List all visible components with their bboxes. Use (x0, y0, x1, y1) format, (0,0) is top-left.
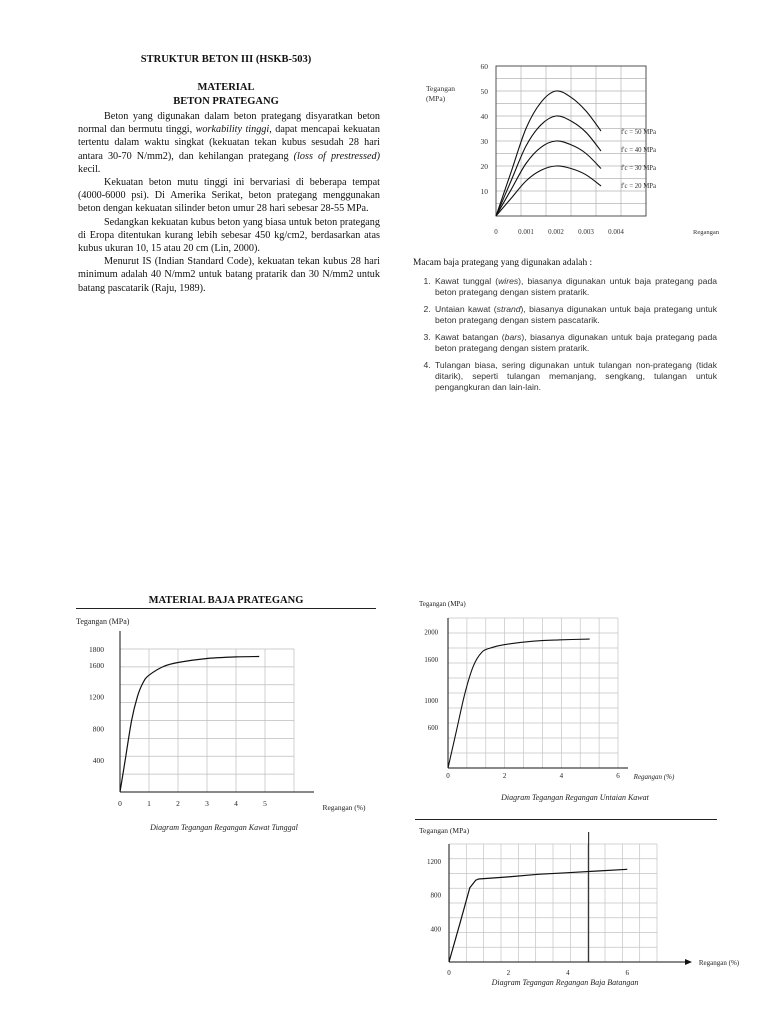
y-tick-label: 1200 (89, 692, 104, 702)
wire-chart (66, 612, 378, 842)
chart-caption: Diagram Tegangan Regangan Untaian Kawat (501, 793, 649, 802)
y-tick-label: 1200 (427, 857, 441, 866)
y-axis-label: Tegangan (MPa) (76, 617, 130, 626)
x-tick-label: 0 (118, 799, 122, 808)
paragraph-2: Kekuatan beton mutu tinggi ini bervariasi di beberapa tempat (4000-6000 psi). Di Amerika Serikat, beton prategang menggunakan beton dengan kekuatan silinder beton umur 28 hari sebesar 28-55 MPa. (78, 177, 380, 215)
y-tick-label: 60 (480, 62, 488, 71)
y-tick-label: 10 (480, 187, 488, 196)
legend-entry: f'c = 50 MPa (621, 129, 657, 136)
y-tick-label: 20 (480, 162, 488, 171)
x-tick-label: 2 (506, 969, 511, 977)
chart-caption: Diagram Tegangan Regangan Baja Batangan (491, 978, 639, 987)
x-tick-label: 0 (494, 228, 498, 236)
bar-chart (415, 822, 740, 994)
subsection-title: BETON PRATEGANG (173, 96, 279, 107)
x-axis-label: Regangan (%) (633, 773, 675, 781)
list-intro: Macam baja prategang yang digunakan adalah : (413, 258, 593, 268)
y-tick-label: 400 (92, 756, 104, 766)
list-item: 2. Untaian kawat (strand), biasanya digunakan untuk baja prategang untuk beton prategang dengan sistem pascatarik. (433, 304, 717, 326)
x-tick-label: 0.003 (578, 228, 594, 236)
paragraph-3: Sedangkan kekuatan kubus beton yang biasa untuk beton prategang di Eropa ditentukan kurang lebih sebesar 450 kg/cm2, berdasarkan atas kubus ukuran 10, 15 atau 20 cm (Lin, 2000). (78, 216, 380, 255)
list-item: 1. Kawat tunggal (wires), biasanya digunakan untuk baja prategang pada beton prategang dengan sistem pratarik. (433, 276, 717, 298)
section-divider (415, 819, 717, 820)
series-line (449, 869, 627, 962)
y-tick-label: 800 (92, 724, 104, 734)
x-tick-label: 4 (566, 969, 570, 977)
x-axis-arrowhead (685, 959, 692, 965)
paragraph-4: Menurut IS (Indian Standard Code), kekuatan tekan kubus 28 hari minimum adalah 40 N/mm2 untuk batang pratarik dan 30 N/mm2 untuk batang pascatarik (Raju, 1989). (78, 256, 380, 294)
section-divider (76, 608, 376, 609)
y-axis-label: Tegangan (MPa) (419, 600, 466, 608)
y-axis-unit: (MPa) (426, 94, 446, 103)
list-item: 3. Kawat batangan (bars), biasanya digunakan untuk baja prategang pada beton prategang dengan sistem pratarik. (433, 332, 717, 354)
y-tick-label: 1600 (424, 656, 438, 664)
x-tick-label: 6 (616, 772, 620, 780)
y-tick-label: 800 (430, 891, 441, 900)
steel-types-list (413, 258, 717, 399)
concrete-chart (410, 56, 732, 246)
y-tick-label: 1800 (89, 645, 104, 654)
x-tick-label: 6 (625, 969, 630, 977)
y-tick-label: 2000 (424, 629, 438, 637)
y-tick-label: 40 (480, 112, 488, 121)
x-axis-label: Regangan (%) (698, 959, 740, 967)
x-tick-label: 3 (205, 799, 209, 808)
y-axis-label: Tegangan (426, 84, 456, 93)
x-tick-label: 5 (263, 799, 267, 808)
paragraph-1: Beton yang digunakan dalam beton prategang disyaratkan beton normal dan bermutu tinggi, workability tinggi, dapat mencapai kekuatan tertentu dalam waktu singkat (kekuatan tekan kubus sesudah 28 hari antara 30-70 N/mm2), dan kehilangan prategang (loss of prestressed) kecil. (78, 111, 380, 175)
y-tick-label: 1000 (424, 697, 438, 705)
x-tick-label: 2 (176, 799, 180, 808)
body-text (78, 110, 380, 295)
x-tick-label: 0 (447, 969, 451, 977)
x-axis-label: Regangan (%) (322, 803, 366, 812)
series-line (448, 639, 590, 768)
x-tick-label: 4 (234, 799, 238, 808)
x-tick-label: 1 (147, 799, 151, 808)
x-tick-label: 0.004 (608, 228, 624, 236)
y-tick-label: 400 (430, 925, 441, 934)
y-tick-label: 50 (480, 87, 488, 96)
y-axis-label: Tegangan (MPa) (419, 826, 470, 835)
legend-entry: f'c = 20 MPa (621, 183, 657, 190)
series-line (120, 657, 259, 793)
x-tick-label: 0.001 (518, 228, 534, 236)
legend-entry: f'c = 40 MPa (621, 147, 657, 154)
x-tick-label: 4 (559, 772, 564, 780)
list-item: 4. Tulangan biasa, sering digunakan untuk tulangan non-prategang (tidak ditarik), seperti tulangan memanjang, sengkang, tulangan untuk pengangkuran dan lain-lain. (433, 360, 717, 393)
x-tick-label: 0.002 (548, 228, 564, 236)
strand-chart (415, 596, 685, 808)
y-tick-label: 30 (480, 137, 488, 146)
y-tick-label: 600 (427, 725, 438, 733)
x-tick-label: 0 (446, 772, 450, 780)
legend-entry: f'c = 30 MPa (621, 165, 657, 172)
x-axis-label: Regangan (693, 229, 719, 236)
y-tick-label: 1600 (89, 660, 104, 670)
x-tick-label: 2 (502, 772, 507, 780)
course-title: STRUKTUR BETON III (HSKB-503) (140, 54, 312, 65)
section-title: MATERIAL (197, 82, 255, 93)
steel-section-title: MATERIAL BAJA PRATEGANG (148, 595, 304, 606)
chart-caption: Diagram Tegangan Regangan Kawat Tunggal (150, 823, 298, 832)
